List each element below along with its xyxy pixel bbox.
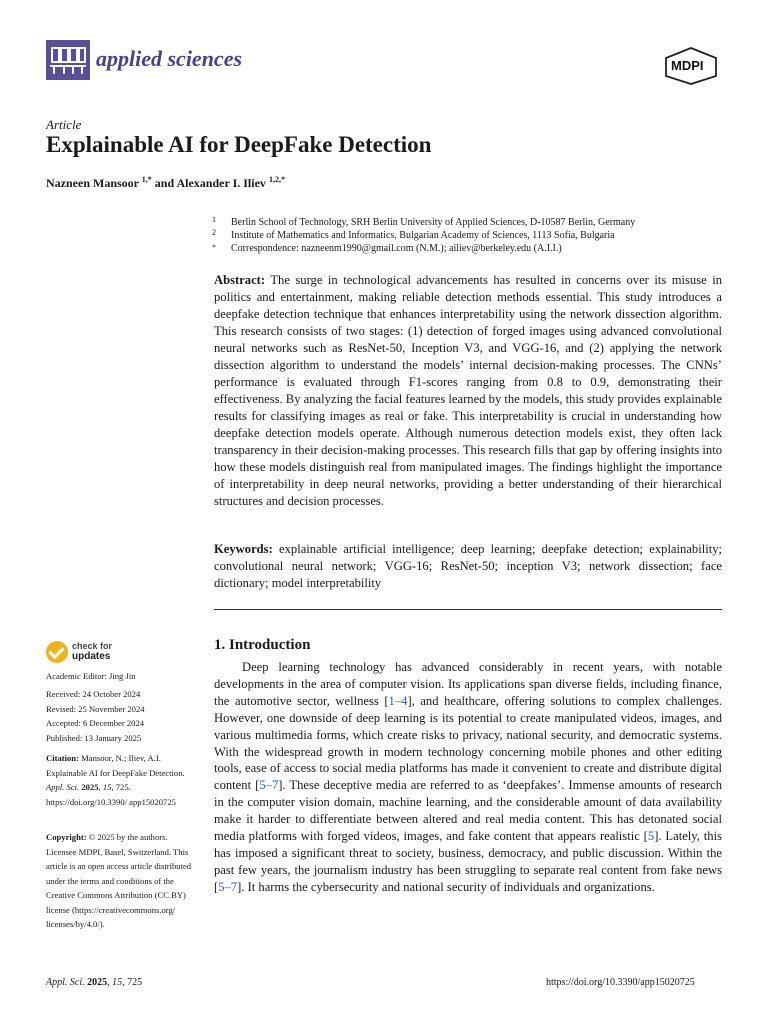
footer-journal: Appl. Sci. — [46, 977, 85, 988]
correspondence-mark: * — [212, 243, 216, 252]
citation-text: Mansoor, N.; Iliev, A.I. Explainable AI for DeepFake Detection. — [46, 753, 185, 778]
citation-doi[interactable]: , 725. https://doi.org/10.3390/ app15020725 — [46, 782, 176, 807]
footer-year: 2025 — [87, 977, 108, 988]
publisher-name: MDPI — [671, 58, 704, 73]
footer-article-number: , 725 — [122, 977, 143, 988]
date-published: Published: 13 January 2025 — [46, 733, 142, 743]
abstract — [214, 272, 722, 510]
section-heading: 1. Introduction — [214, 637, 311, 653]
paragraph-text: Deep learning technology has advanced considerably in recent years, with notable developments in the area of computer vision. Its applications span diverse fields, including finance, the automotive sector, wellness [ — [214, 660, 722, 708]
check-updates-label: updates — [72, 651, 111, 662]
paragraph-text: ], and healthcare, offering solutions to complex challenges. However, one downside of deep learning is its potential to create manipulated videos, images, and various multimedia forms, which create risks to privacy, national security, and democratic systems. With the widespread growth in modern technology concerning mobile phones and other editing tools, ease of access to social media platforms has made it convenient to create and distribute digital content [ — [214, 693, 722, 793]
section-divider — [214, 609, 722, 610]
citation-label: Citation: — [46, 753, 79, 763]
footer-volume: 15 — [112, 977, 123, 988]
journal-logo — [46, 40, 90, 80]
footer-citation: Appl. Sci. 2025, 15, 725 — [46, 977, 143, 988]
author-name: Alexander I. Iliev — [176, 176, 266, 190]
affiliation-mark: 2 — [212, 228, 216, 237]
check-updates-label: check for — [72, 641, 113, 651]
reference-link[interactable]: 5 — [647, 829, 655, 844]
abstract-text: The surge in technological advancements has resulted in concerns over its misuse in politics and entertainment, making reliable detection methods essential. This study introduces a deepfake detection technique that enhances interpretability using the network dissection algorithm. This research consists of two stages: (1) detection of forged images using advanced convolutional neural networks such as ResNet-50, Inception V3, and VGG-16, and (2) applying the network dissection algorithm to understand the models’ internal decision-making processes. The CNNs’ performance is evaluated through F1-scores ranging from 0.8 to 0.9, demonstrating their effectiveness. By analyzing the facial features learned by the models, this study provides explainable results for classifying images as real or fake. This interpretability is crucial in understanding how deepfake detection models operate. Although numerous detection models exist, they often lack transparency in their decision-making processes. This research fills that gap by offering insights into how these models distinguish real from manipulated images. The findings highlight the importance of interpretability in deep neural networks, providing a better understanding of their hierarchical structures and decision processes. — [214, 273, 723, 508]
correspondence-text: Correspondence: nazneenm1990@gmail.com (N.M.); ailiev@berkeley.edu (A.I.I.) — [231, 243, 562, 254]
citation-year: 2025 — [81, 782, 99, 792]
affiliation-text: Institute of Mathematics and Informatics, Bulgarian Academy of Sciences, 1113 Sofia, Bulgaria — [231, 230, 615, 241]
affiliation-mark: 1 — [212, 215, 216, 224]
paragraph-text: ]. These deceptive media are referred to as ‘deepfakes’. Immense amounts of research in the computer vision domain, machine learning, and the considerable amount of data availability make it harder to differentiate between altered and real media content. This has detonated social media platforms with forged videos, images, and fake content that appears realistic [ — [214, 778, 722, 844]
keywords — [214, 541, 722, 592]
date-revised: Revised: 25 November 2024 — [46, 704, 145, 714]
reference-link[interactable]: 5–7 — [218, 879, 238, 894]
citation-volume: 15 — [102, 782, 112, 792]
keywords-text: explainable artificial intelligence; deep learning; deepfake detection; explainability; convolutional neural network; VGG-16; ResNet-50; inception V3; network dissection; face dictionary; model interpretability — [214, 542, 723, 590]
introduction-paragraph — [214, 659, 722, 896]
date-received: Received: 24 October 2024 — [46, 689, 141, 699]
publisher-logo — [662, 46, 720, 86]
keywords-label: Keywords: — [214, 542, 273, 556]
article-type: Article — [46, 117, 82, 132]
check-updates-icon — [46, 641, 68, 663]
copyright-label: Copyright: — [46, 832, 87, 842]
article-title: Explainable AI for DeepFake Detection — [46, 132, 432, 157]
reference-link[interactable]: 5–7 — [259, 778, 279, 793]
date-accepted: Accepted: 6 December 2024 — [46, 718, 145, 728]
author-affiliation-mark: 1,2,* — [268, 175, 285, 184]
affiliation-text: Berlin School of Technology, SRH Berlin University of Applied Sciences, D-10587 Berlin, Germany — [231, 217, 636, 228]
citation-journal: Appl. Sci. — [46, 782, 80, 792]
copyright-text: © 2025 by the authors. Licensee MDPI, Basel, Switzerland. This article is an open access article distributed under the terms and conditions of the Creative Commons Attribution (CC BY) license (https://creativecommons.org/ licenses/by/4.0/). — [46, 832, 192, 929]
copyright-notice — [46, 830, 196, 932]
academic-editor: Academic Editor: Jing Jin — [46, 671, 136, 681]
abstract-label: Abstract: — [214, 273, 266, 287]
journal-logo-icon — [46, 40, 90, 80]
check-for-updates-button[interactable] — [46, 640, 136, 664]
author-list — [46, 175, 285, 191]
author-name: Nazneen Mansoor — [46, 176, 139, 190]
footer-doi-link[interactable]: https://doi.org/10.3390/app15020725 — [546, 977, 695, 988]
citation: Citation: Mansoor, N.; Iliev, A.I. Explainable AI for DeepFake Detection. Appl. Sci. 2025, 15, 725. https://doi.org/10.3390/ app15020725 — [46, 753, 185, 807]
author-affiliation-mark: 1,* — [141, 175, 152, 184]
paragraph-text: ]. Lately, this has imposed a significant threat to society, business, democracy, and public discussion. Within the past few years, the journalism industry has been struggling to separate real content from fake news [ — [214, 829, 722, 894]
reference-link[interactable]: 1–4 — [388, 693, 408, 708]
author-joiner: and — [154, 176, 175, 190]
journal-name: applied sciences — [96, 46, 243, 71]
paragraph-text: ]. It harms the cybersecurity and national security of individuals and organizations. — [237, 879, 655, 894]
